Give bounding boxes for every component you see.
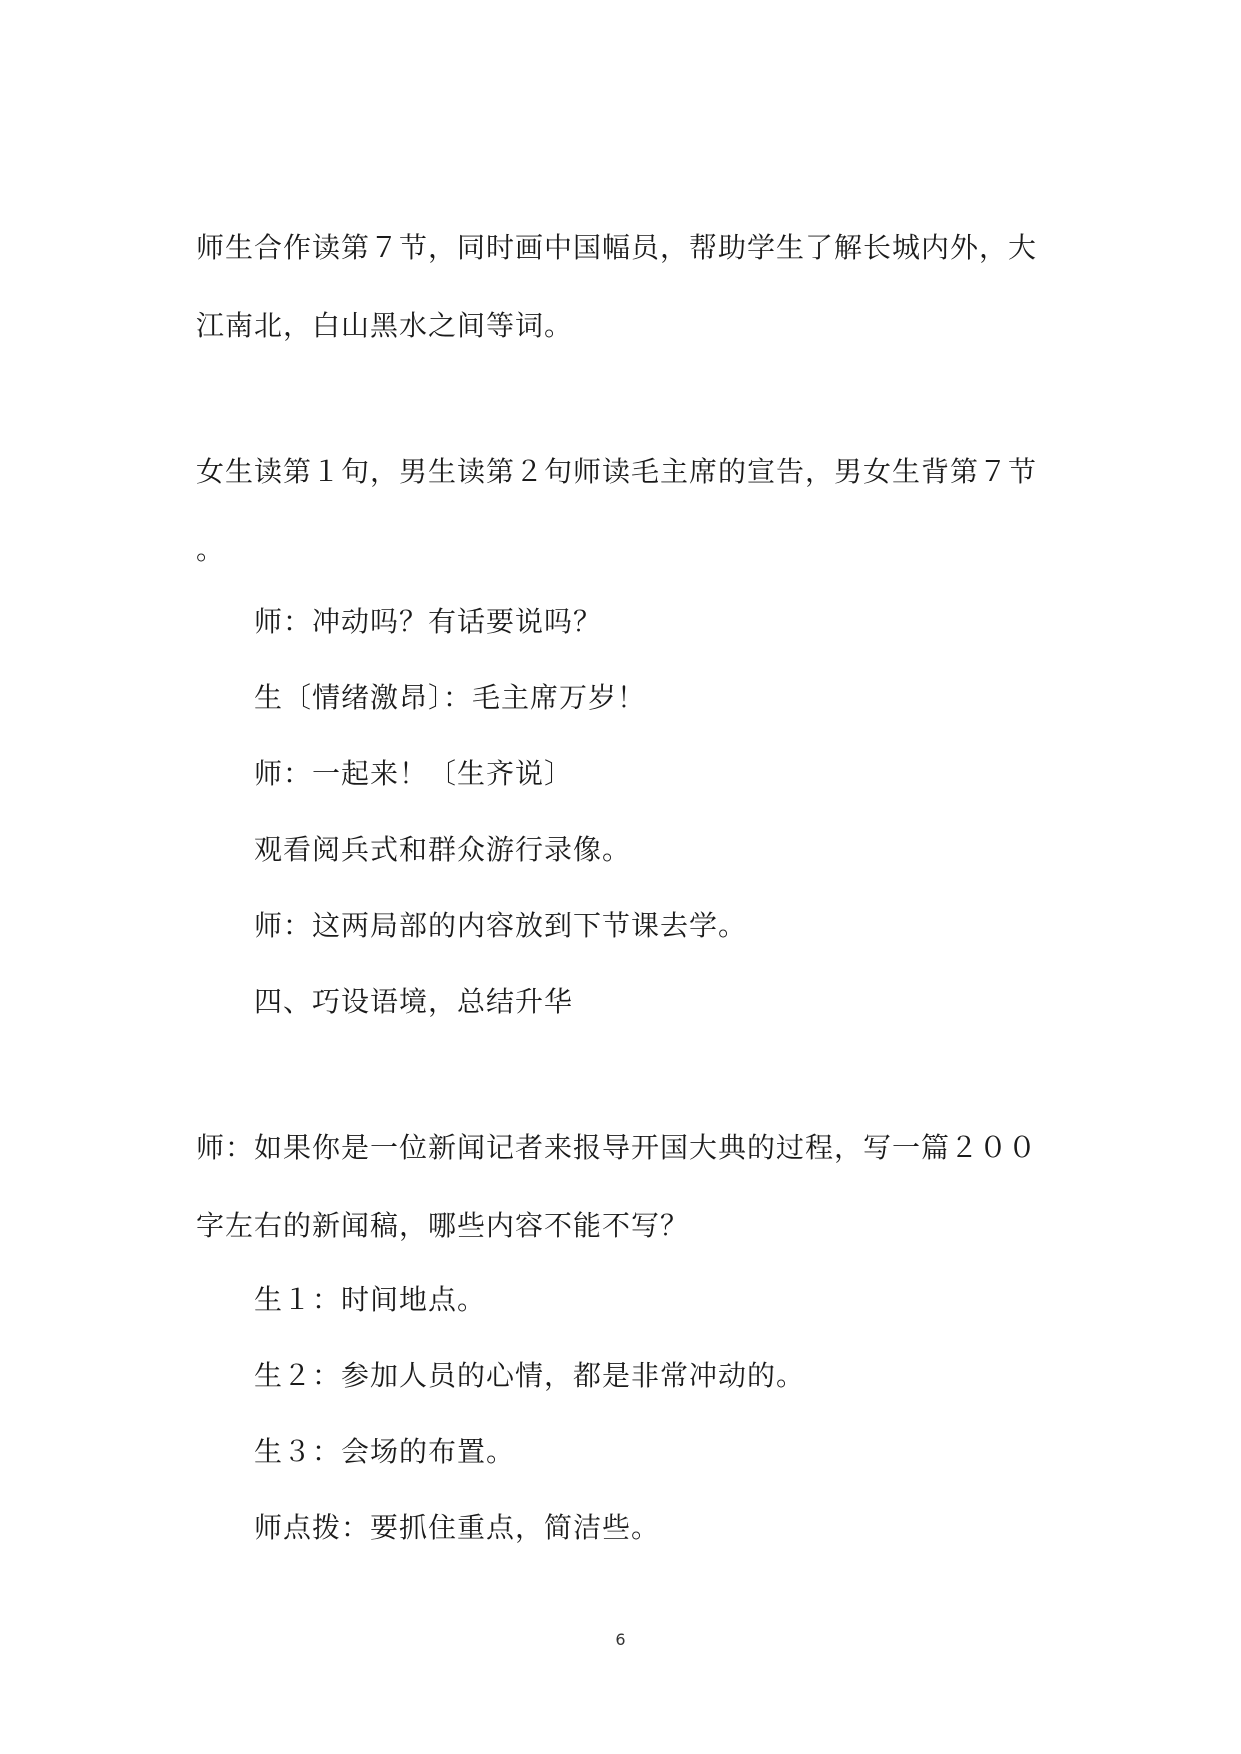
- dialogue-line: 生１：时间地点。: [254, 1283, 487, 1316]
- dialogue-line: 生〔情绪激昂〕：毛主席万岁！: [254, 681, 647, 714]
- paragraph-3-line-2: 字左右的新闻稿，哪些内容不能不写？: [196, 1209, 690, 1242]
- paragraph-2-line-2: 。: [196, 533, 226, 566]
- dialogue-line: 生３：会场的布置。: [254, 1435, 516, 1468]
- paragraph-1-line-2: 江南北，白山黑水之间等词。: [196, 309, 574, 342]
- page-number: 6: [615, 1630, 626, 1649]
- dialogue-line: 师点拨：要抓住重点，简洁些。: [254, 1511, 661, 1544]
- section-heading: 四、巧设语境，总结升华: [254, 985, 574, 1018]
- paragraph-3-line-1: 师：如果你是一位新闻记者来报导开国大典的过程，写一篇２００: [196, 1131, 1038, 1164]
- dialogue-line: 观看阅兵式和群众游行录像。: [254, 833, 632, 866]
- dialogue-line: 师：冲动吗？有话要说吗？: [254, 605, 603, 638]
- dialogue-line: 师：这两局部的内容放到下节课去学。: [254, 909, 748, 942]
- paragraph-1-line-1: 师生合作读第７节，同时画中国幅员，帮助学生了解长城内外，大: [196, 231, 1038, 264]
- dialogue-line: 师：一起来！〔生齐说〕: [254, 757, 574, 790]
- paragraph-2-line-1: 女生读第１句，男生读第２句师读毛主席的宣告，男女生背第７节: [196, 455, 1038, 488]
- dialogue-line: 生２：参加人员的心情，都是非常冲动的。: [254, 1359, 806, 1392]
